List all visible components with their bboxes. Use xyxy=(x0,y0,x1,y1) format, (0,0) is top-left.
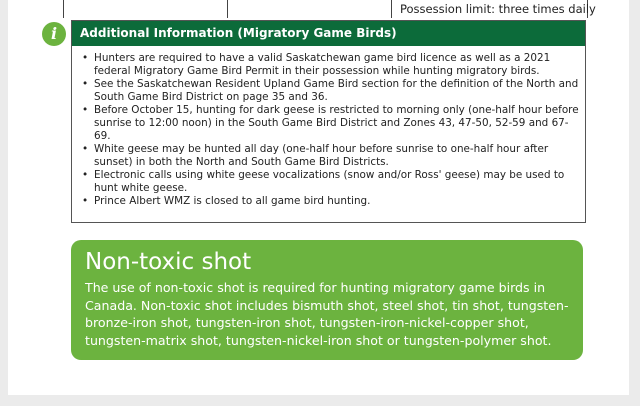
list-item: • Before October 15, hunting for dark geese is restricted to morning only (one-half hour before sunrise to 12:00 noon) in the South Game Bird District and Zones 43, 47-50, 52-59 and 67-69. xyxy=(80,104,579,142)
table-column-divider xyxy=(227,0,228,18)
non-toxic-shot-title: Non-toxic shot xyxy=(85,249,252,275)
list-item: • Hunters are required to have a valid Saskatchewan game bird licence as well as a 2021 federal Migratory Game Bird Permit in their possession while hunting migratory birds. xyxy=(80,52,579,78)
additional-info-header: Additional Information (Migratory Game Birds) xyxy=(72,21,585,46)
list-item: • Electronic calls using white geese vocalizations (snow and/or Ross' geese) may be used to hunt white geese. xyxy=(80,169,579,195)
regulations-table-bottom xyxy=(63,0,596,18)
document-page xyxy=(8,0,629,395)
table-column-divider xyxy=(391,0,392,18)
list-item: • See the Saskatchewan Resident Upland Game Bird section for the definition of the North and South Game Bird District on page 35 and 36. xyxy=(80,78,579,104)
additional-info-box xyxy=(71,20,586,223)
non-toxic-shot-body: The use of non-toxic shot is required for hunting migratory game birds in Canada. Non-toxic shot includes bismuth shot, steel shot, tin shot, tungsten-bronze-iron shot, tungsten-iron shot, tungsten-iron-nickel-copper shot, tungsten-matrix shot, tungsten-nickel-iron shot or tungsten-polymer shot. xyxy=(85,280,569,348)
possession-limit-text: Possession limit: three times daily xyxy=(400,2,596,16)
list-item: • White geese may be hunted all day (one-half hour before sunrise to one-half hour after sunset) in both the North and South Game Bird Districts. xyxy=(80,143,579,169)
list-item: • Prince Albert WMZ is closed to all game bird hunting. xyxy=(80,195,579,208)
additional-info-list xyxy=(72,46,585,208)
info-icon: i xyxy=(42,22,66,46)
non-toxic-shot-box xyxy=(71,240,583,360)
